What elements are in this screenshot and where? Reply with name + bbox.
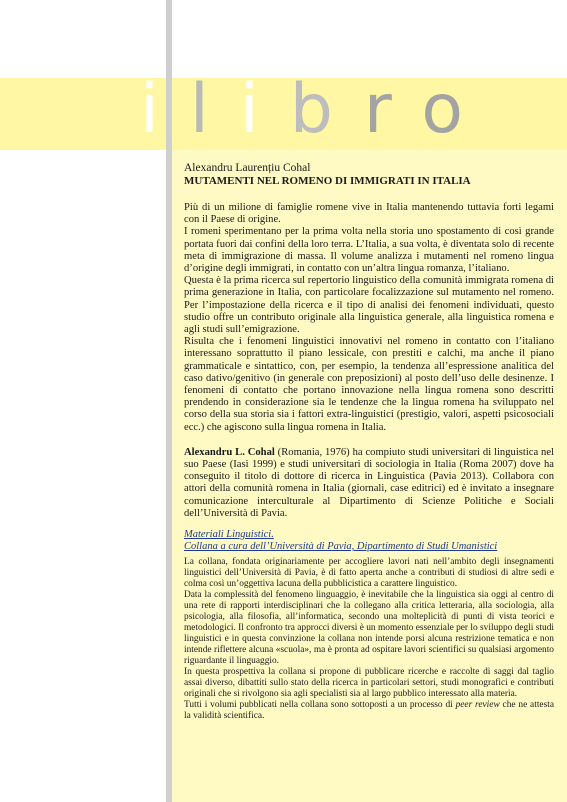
brand-letter: i [140,70,190,149]
series-title-link[interactable]: Materiali Linguistici. [184,529,274,540]
series-paragraph: Data la complessità del fenomeno linguaggio, è inevitabile che la linguistica sia oggi al centro di una rete di rapporti interdisciplinari che la collegano alla critica letteraria, alla sociologia, alla psicologia, alla filosofia, all’informatica, secondo una molteplicità di punti di vista teorici e metodologici. Il confronto tra approcci diversi è un momento essenziale per lo sviluppo degli studi linguistici e in questa convinzione la collana non intende porsi alcuna restrizione tematica e non intende riflettere alcuna «scuola», ma è pronta ad ospitare lavori scientifici su qualsiasi argomento riguardante il linguaggio. [184,590,554,666]
brand-letter: b [289,70,364,149]
brand-logo-il-libro [140,70,494,149]
book-author: Alexandru Laurențiu Cohal [184,162,311,174]
abstract-paragraph: Questa è la prima ricerca sul repertorio linguistico della comunità immigrata romena di prima generazione in Italia, con particolare focalizzazione sul mutamento nel romeno. Per l’impostazione della ricerca e il tipo di analisi dei fenomeni individuati, questo studio offre un contributo originale alla linguistica generale, alla linguistica romena e agli studi sull’emigrazione. [184,275,554,336]
brand-letter: o [421,70,494,149]
brand-letter: r [363,70,422,149]
peer-review-term: peer review [455,700,500,710]
author-bio [184,447,554,520]
series-paragraph-last: Tutti i volumi pubblicati nella collana sono sottoposti a un processo di peer review che ne attesta la validità scientifica. [184,700,555,721]
series-subtitle-link[interactable]: Collana a cura dell’Università di Pavia, Dipartimento di Studi Umanistici [184,541,498,552]
brand-letter: i [239,70,290,149]
book-title: MUTAMENTI NEL ROMENO DI IMMIGRATI IN ITALIA [184,175,471,187]
book-description [184,162,554,520]
series-info [184,529,554,722]
abstract-paragraph: I romeni sperimentano per la prima volta nella storia uno spostamento di così grande portata fuori dai confini della loro terra. L’Italia, a sua volta, è diventata solo di recente meta di immigrazione di massa. Il volume analizza i mutamenti nel romeno lingua d’origine degli immigrati, in contatto con un’altra lingua romanza, l’italiano. [184,226,554,275]
author-bio-name: Alexandru L. Cohal [184,446,275,458]
series-description [184,557,554,722]
abstract-paragraph: Risulta che i fenomeni linguistici innovativi nel romeno in contatto con l’italiano interessano soprattutto il piano lessicale, con prestiti e calchi, ma anche il piano grammaticale e sintattico, con, per esempio, la tendenza all’espressione analitica del caso dativo/genitivo (in generale con preposizioni) al posto dell’uso delle desinenze. I fenomeni di contatto che portano innovazione nella lingua romena sono descritti prendendo in considerazione sia le tendenze che la lingua romena ha sviluppato nel corso della sua storia sia i fattori extra-linguistici (prestigio, valori, aspetti psicosociali ecc.) che agiscono sulla lingua romena in Italia. [184,336,554,433]
author-bio-text: (Romania, 1976) ha compiuto studi universitari di linguistica nel suo Paese (Iasi 1999) e studi universitari di sociologia in Italia (Roma 2007) dove ha conseguito il titolo di dottore di ricerca in Linguistica (Pavia 2013). Collabora con attori della comunità romena in Italia (giornali, case editrici) ed è invitato a insegnare comunicazione interculturale al Dipartimento di Scienze Politiche e Sociali dell’Università di Pavia. [184,446,555,519]
brand-letter: l [189,70,240,149]
book-abstract [184,202,554,434]
series-paragraph: La collana, fondata originariamente per accogliere lavori nati nell’ambito degli insegnamenti linguistici dell’Università di Pavia, è di fatto aperta anche a contributi di studiosi di altre sedi e colma così un’oggettiva lacuna della pubblicistica a carattere linguistico. [184,557,554,589]
series-paragraph: In questa prospettiva la collana si propone di pubblicare ricerche e raccolte di saggi dal taglio assai diverso, dibattiti sullo stato della ricerca in particolari settori, studi monografici e contributi originali che si rivolgono sia agli specialisti sia al largo pubblico interessato alla materia. [184,667,554,699]
abstract-paragraph: Più di un milione di famiglie romene vive in Italia mantenendo tuttavia forti legami con il Paese di origine. [184,202,554,226]
